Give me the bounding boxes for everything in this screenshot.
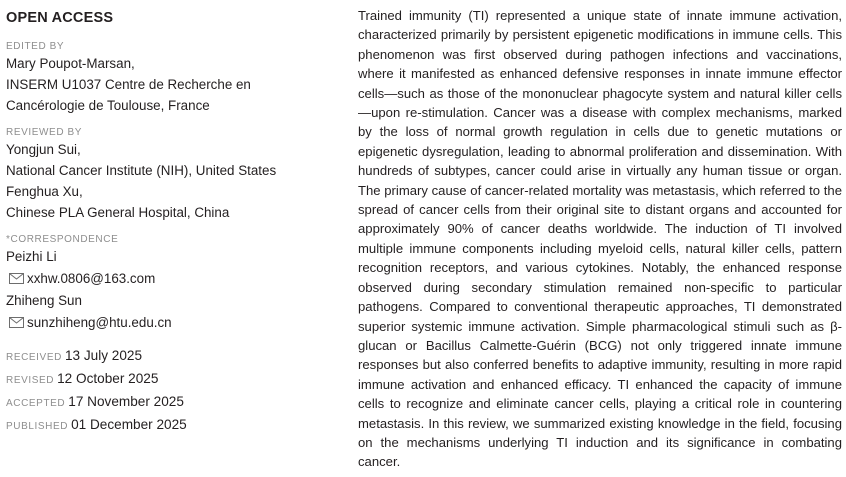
- open-access-label: OPEN ACCESS: [6, 10, 114, 26]
- editor-affiliation-line: Cancérologie de Toulouse, France: [6, 98, 210, 113]
- date-value: 17 November 2025: [68, 394, 184, 409]
- date-value: 13 July 2025: [64, 348, 143, 363]
- date-value: 01 December 2025: [71, 417, 187, 432]
- reviewer-affiliation: National Cancer Institute (NIH), United States: [6, 163, 277, 178]
- correspondent-name: Peizhi Li: [6, 249, 57, 264]
- date-value: 12 October 2025: [57, 371, 159, 386]
- abstract-text: Trained immunity (TI) represented a unique state of innate immune activation, characterized primarily by persistent epigenetic modifications in immune cells. This phenomenon was first observed during pathogen infections and vaccinations, where it manifested as enhanced defensive responses in innate immune effector cells—such as those of the mononuclear phagocyte system and natural killer cells—upon re-stimulation. Cancer was a disease with complex mechanisms, marked by the loss of normal growth regulation in cells due to genetic mutations or epigenetic dysregulation, leading to abnormal proliferation and dissemination. With hundreds of subtypes, cancer could arise in virtually any human tissue or organ. The primary cause of cancer-related mortality was metastasis, which referred to the spread of cancer cells from their original site to distant organs and accounted for approximately 90% of cancer deaths worldwide. The induction of TI involved multiple immune components including myeloid cells, natural killer cells, pattern recognition receptors, and various cytokines. Notably, the enhanced response observed during secondary stimulation remained non-specific to particular pathogens. Compared to conventional therapeutic approaches, TI demonstrated superior systemic immune activation. Simple pharmacological stimuli such as β-glucan or Bacillus Calmette-Guérin (BCG) not only triggered innate immune responses but also conferred benefits to adaptive immunity, resulting in more rapid immune activation and enhanced efficacy. TI enhanced the capacity of immune cells to recognize and eliminate cancer cells, playing a critical role in countering metastasis. In this review, we summarized existing knowledge in the field, focusing on the mechanisms underlying TI induction and its significance in combating cancer.: [358, 8, 842, 470]
- reviewed-by-label: REVIEWED BY: [6, 127, 83, 138]
- date-label: ACCEPTED: [6, 398, 66, 409]
- envelope-icon: [9, 273, 24, 284]
- envelope-icon: [9, 317, 24, 328]
- date-label: REVISED: [6, 375, 55, 386]
- date-received: [6, 345, 341, 368]
- correspondent-name: Zhiheng Sun: [6, 293, 82, 308]
- date-label: PUBLISHED: [6, 421, 69, 432]
- correspondent-email-link[interactable]: xxhw.0806@163.com: [27, 271, 156, 286]
- correspondent-email-link[interactable]: sunzhiheng@htu.edu.cn: [27, 315, 172, 330]
- reviewer-name: Fenghua Xu,: [6, 184, 83, 199]
- date-label: RECEIVED: [6, 352, 62, 363]
- article-sidebar: [6, 9, 341, 437]
- date-published: [6, 414, 341, 437]
- correspondent-email-row: [6, 267, 341, 290]
- correspondence-label: *CORRESPONDENCE: [6, 234, 119, 245]
- date-accepted: [6, 391, 341, 414]
- reviewer-name: Yongjun Sui,: [6, 142, 81, 157]
- reviewer-affiliation: Chinese PLA General Hospital, China: [6, 205, 230, 220]
- editor-name: Mary Poupot-Marsan,: [6, 56, 135, 71]
- edited-by-label: EDITED BY: [6, 41, 65, 52]
- editor-affiliation-line: INSERM U1037 Centre de Recherche en: [6, 77, 251, 92]
- correspondent-email-row: [6, 311, 341, 334]
- date-revised: [6, 368, 341, 391]
